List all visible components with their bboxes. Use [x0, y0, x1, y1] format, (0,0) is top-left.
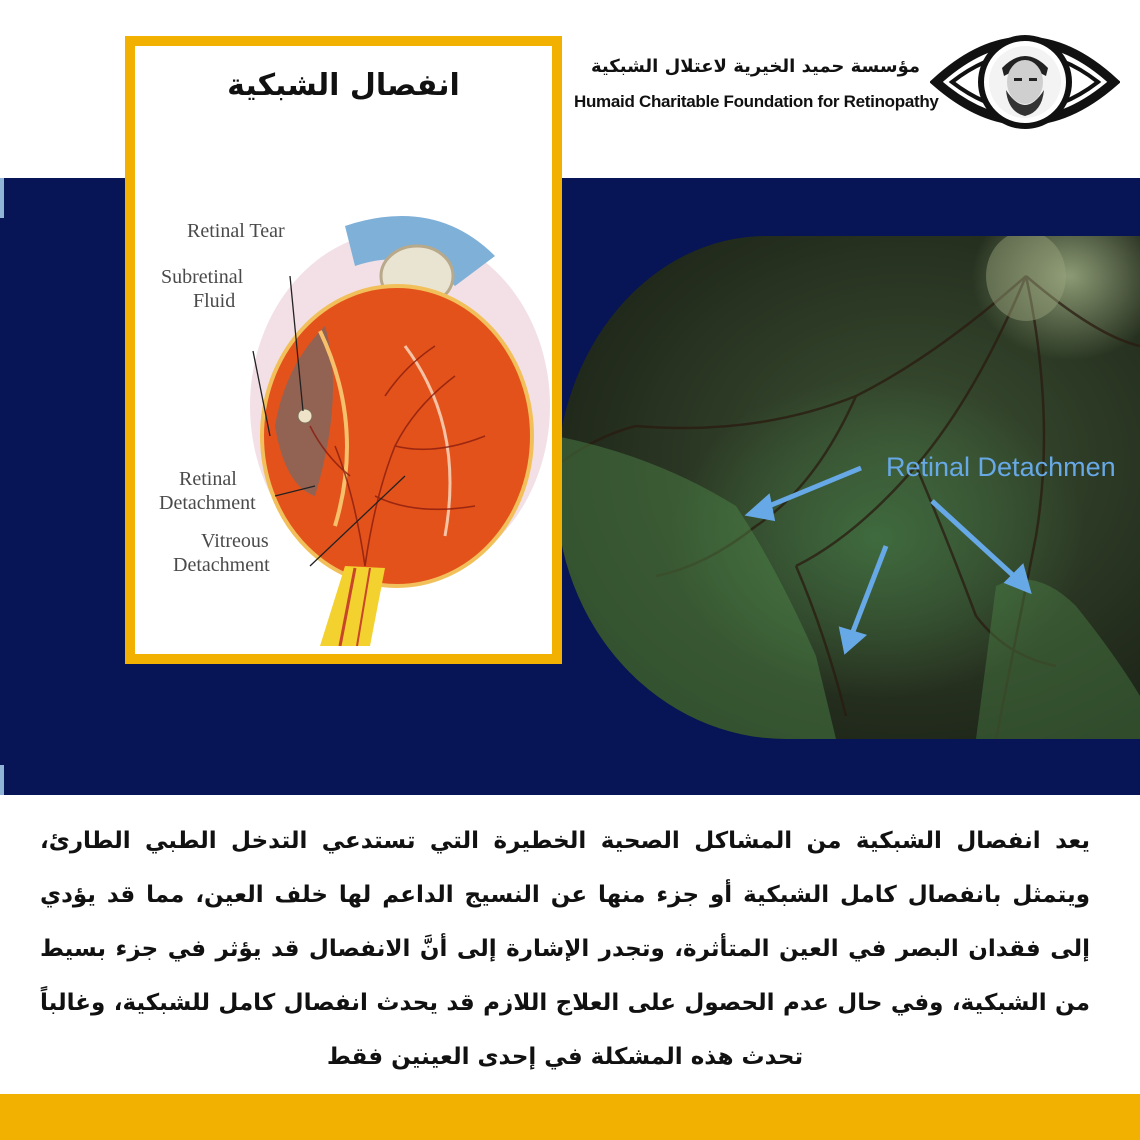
- label-vitreous: Vitreous: [201, 530, 269, 552]
- eye-logo-icon: [930, 20, 1120, 150]
- fundus-photo: [556, 236, 1140, 739]
- diagram-card: [125, 36, 562, 664]
- org-name-english: Humaid Charitable Foundation for Retinopathy: [574, 92, 939, 111]
- label-subretinal: Subretinal: [161, 266, 244, 288]
- label-detachment: Detachment: [159, 492, 256, 514]
- eye-cross-section-diagram: [135, 196, 552, 646]
- label-retinal: Retinal: [179, 468, 237, 490]
- org-name-arabic: مؤسسة حميد الخيرية لاعتلال الشبكية: [591, 56, 920, 77]
- fundus-vessels: [556, 236, 1140, 739]
- edge-mark: [0, 765, 4, 795]
- edge-mark: [0, 178, 4, 218]
- bottom-bar: [0, 1094, 1140, 1140]
- card-title: انفصال الشبكية: [227, 68, 460, 103]
- label-retinal-tear: Retinal Tear: [187, 220, 285, 242]
- label-vitreous-detachment: Detachment: [173, 554, 270, 576]
- label-fluid: Fluid: [193, 290, 236, 312]
- diagram-card-inner: [135, 46, 552, 654]
- body-paragraph: يعد انفصال الشبكية من المشاكل الصحية الخطيرة التي تستدعي التدخل الطبي الطارئ، ويتمثل بانفصال كامل الشبكية أو جزء منها عن النسيج الداعم لها خلف العين، مما قد يؤدي إلى فقدان البصر في العين المتأثرة، وتجدر الإشارة إلى أنَّ الانفصال قد يؤثر في جزء بسيط من الشبكية، وفي حال عدم الحصول على العلاج اللازم قد يحدث انفصال كامل للشبكية، وغالباً تحدث هذه المشكلة في إحدى العينين فقط: [40, 828, 1090, 1070]
- retinal-detachment-annotation: Retinal Detachmen: [886, 452, 1116, 482]
